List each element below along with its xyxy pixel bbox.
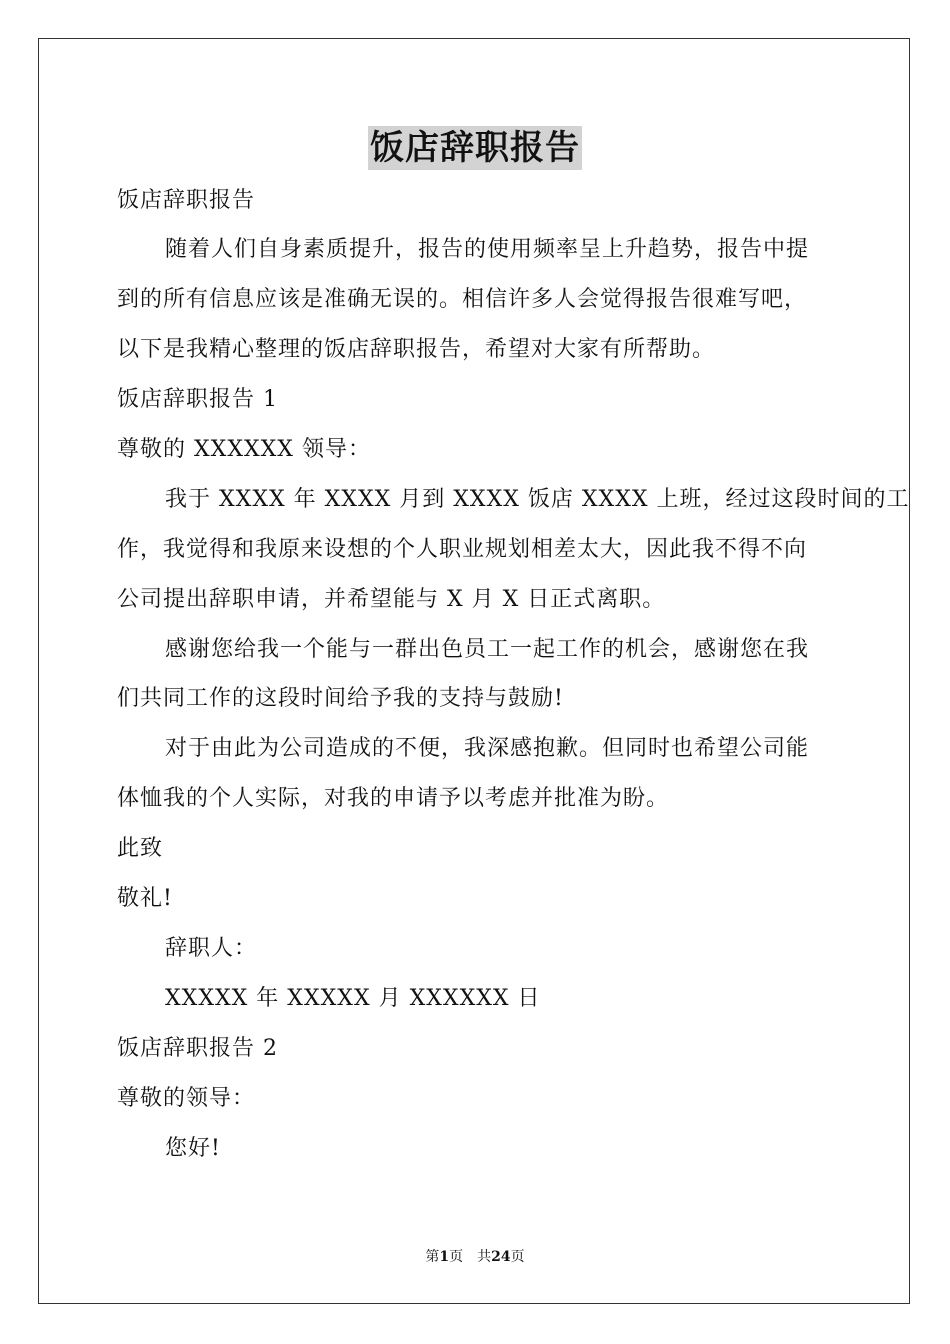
paragraph-line: 体恤我的个人实际，对我的申请予以考虑并批准为盼。 [117, 786, 670, 811]
section-heading: 饭店辞职报告 1 [117, 387, 278, 412]
paragraph-line: 感谢您给我一个能与一群出色员工一起工作的机会，感谢您在我 [165, 637, 810, 662]
salutation: 尊敬的领导： [117, 1086, 256, 1111]
page-prefix: 第 [425, 1249, 440, 1265]
paragraph-line: 作，我觉得和我原来设想的个人职业规划相差太大，因此我不得不向 [117, 537, 808, 562]
closing-line: 敬礼! [117, 886, 173, 911]
paragraph-line: 们共同工作的这段时间给予我的支持与鼓励! [117, 686, 564, 711]
total-suffix: 页 [510, 1249, 525, 1265]
page-footer [0, 1248, 950, 1266]
paragraph-line: 对于由此为公司造成的不便，我深感抱歉。但同时也希望公司能 [165, 736, 810, 761]
page-number: 1 [439, 1249, 450, 1265]
greeting: 您好! [165, 1136, 221, 1161]
paragraph-line: 以下是我精心整理的饭店辞职报告，希望对大家有所帮助。 [117, 337, 716, 362]
paragraph-line: 到的所有信息应该是准确无误的。相信许多人会觉得报告很难写吧， [117, 287, 808, 312]
subtitle-line: 饭店辞职报告 [117, 188, 256, 213]
paragraph-line: 随着人们自身素质提升，报告的使用频率呈上升趋势，报告中提 [165, 237, 810, 262]
salutation: 尊敬的 XXXXXX 领导： [117, 437, 371, 462]
document-title: 饭店辞职报告 [370, 128, 580, 168]
paragraph-line: 我于 XXXX 年 XXXX 月到 XXXX 饭店 XXXX 上班，经过这段时间的工 [165, 487, 910, 512]
total-prefix: 共 [477, 1249, 492, 1265]
paragraph-line: 公司提出辞职申请，并希望能与 X 月 X 日正式离职。 [117, 587, 666, 612]
closing-line: 此致 [117, 836, 164, 861]
date-line: XXXXX 年 XXXXX 月 XXXXXX 日 [165, 986, 541, 1011]
signature-line: 辞职人： [165, 936, 258, 961]
page-border [38, 38, 910, 1304]
section-heading: 饭店辞职报告 2 [117, 1036, 278, 1061]
total-pages: 24 [491, 1249, 511, 1265]
page-suffix: 页 [449, 1249, 464, 1265]
title-container [0, 126, 950, 170]
